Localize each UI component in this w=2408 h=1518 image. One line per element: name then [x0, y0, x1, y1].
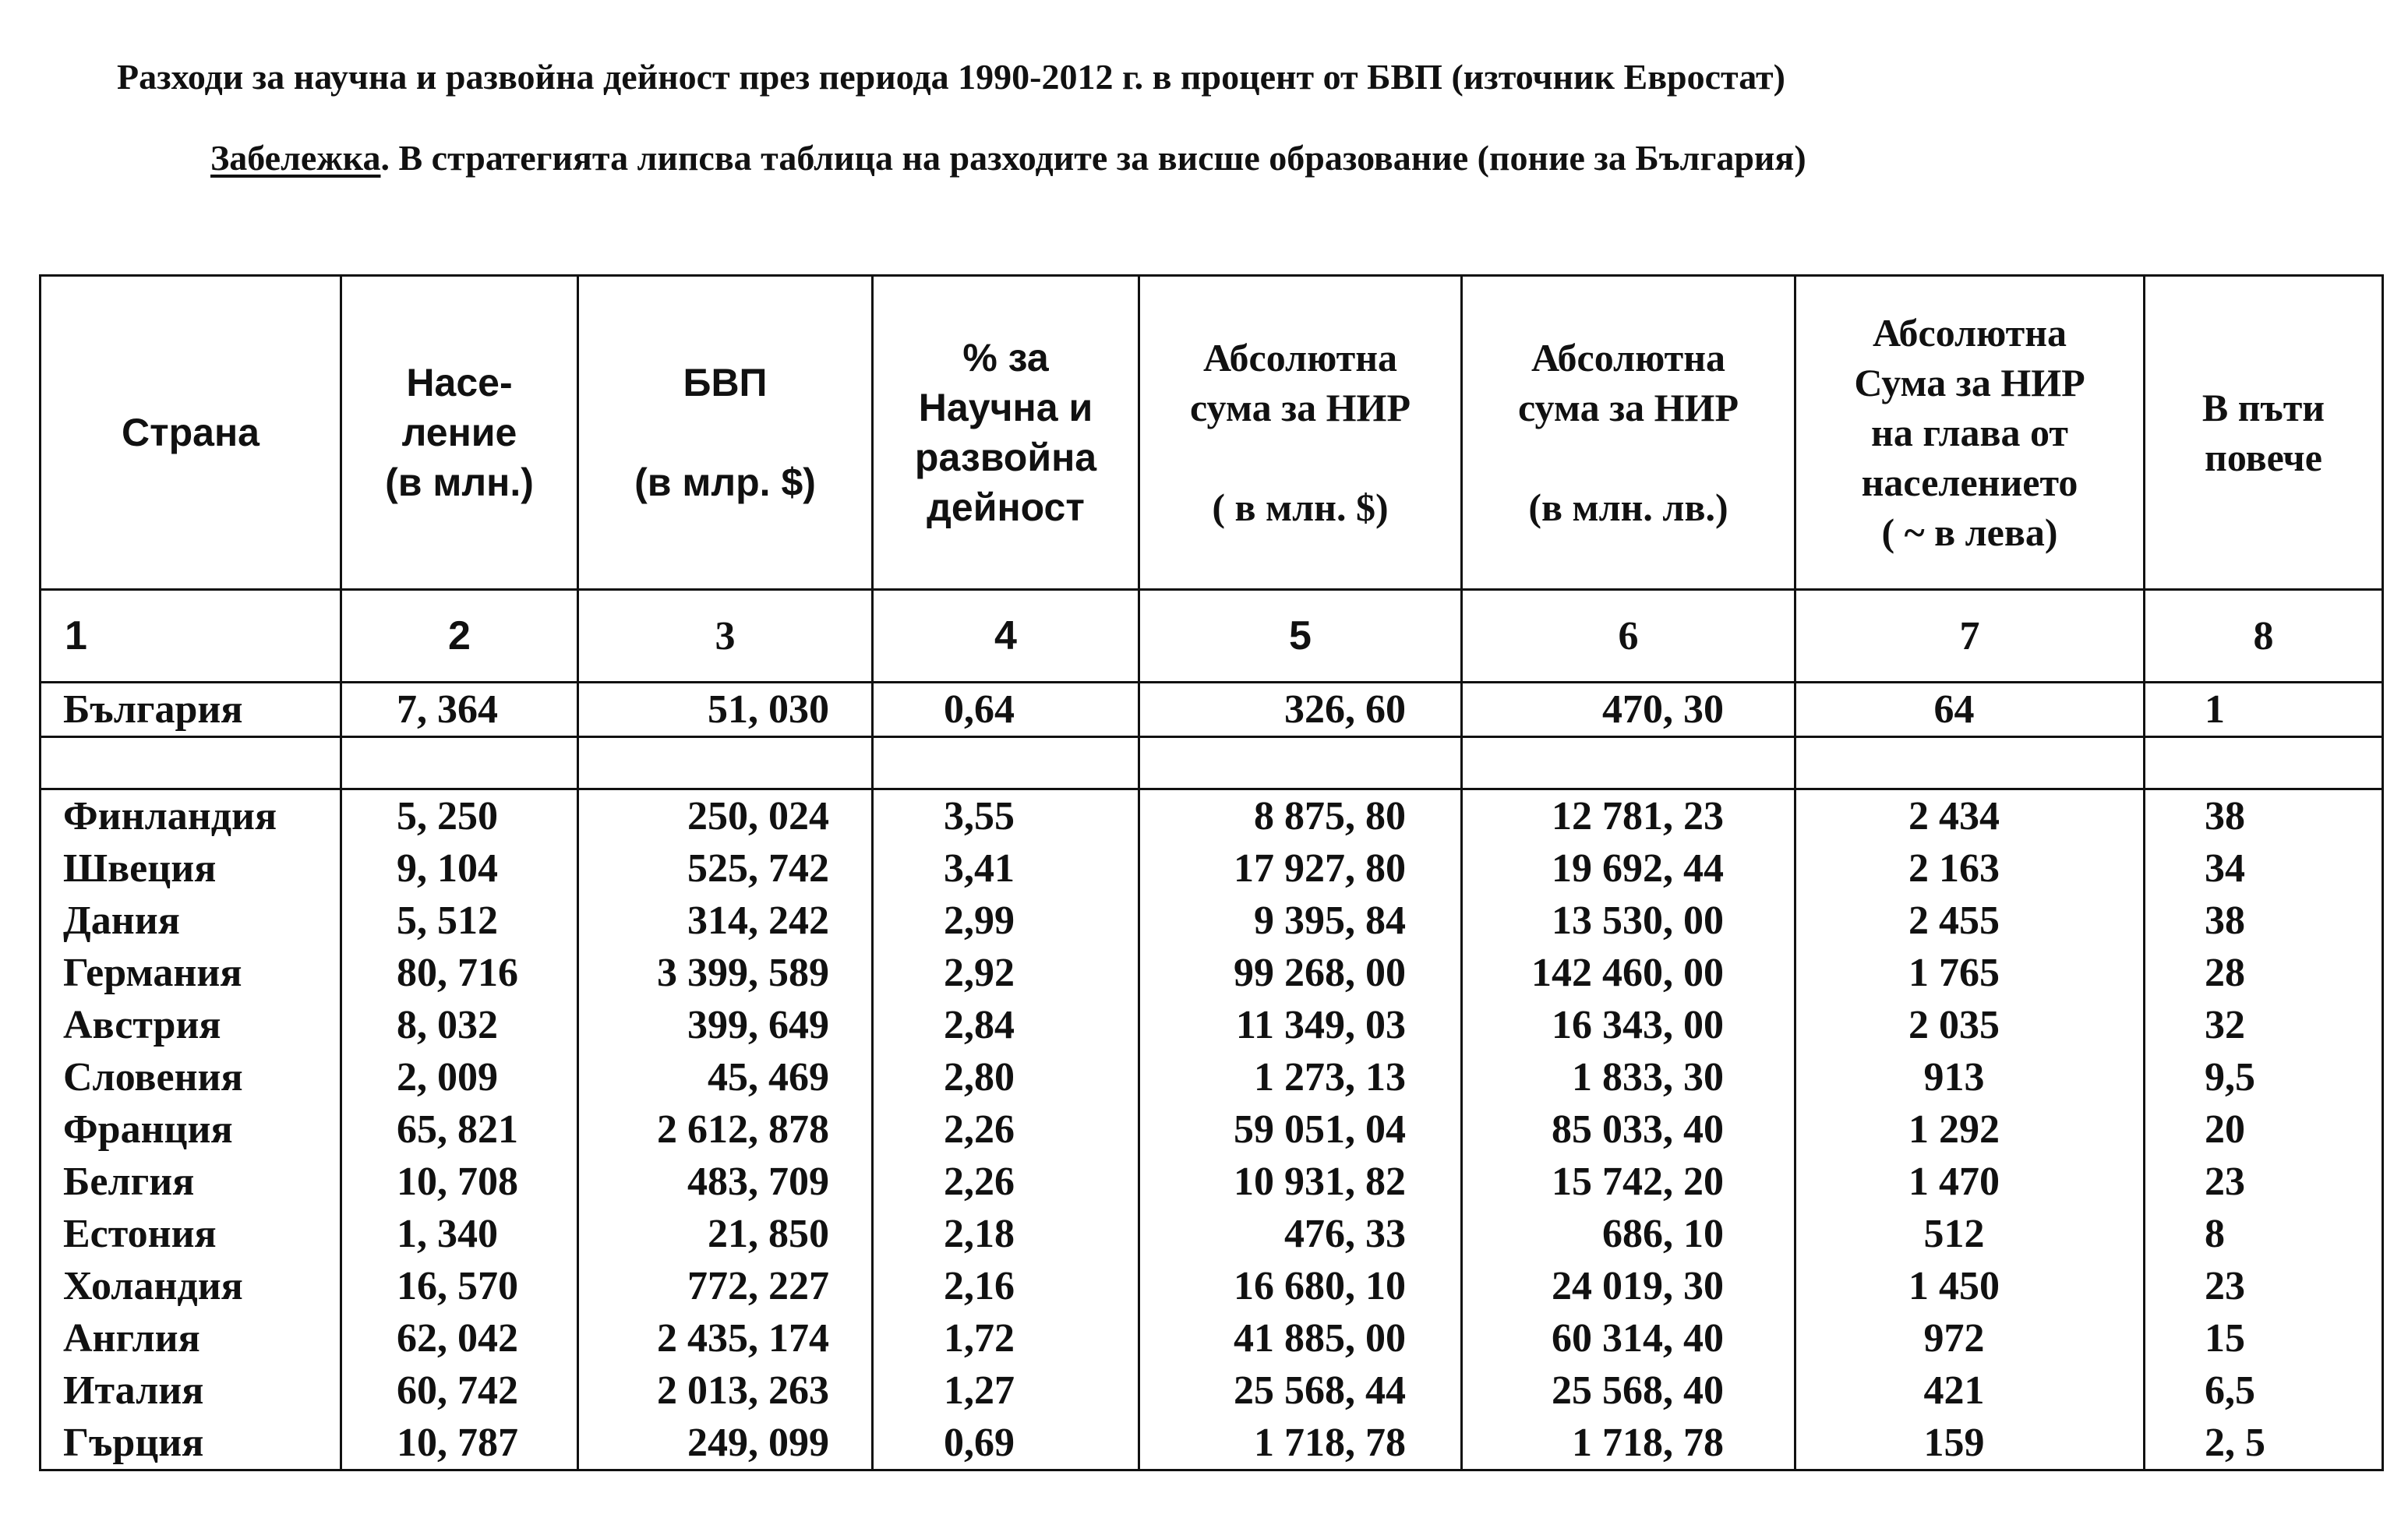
country-cell: Белгия — [41, 1156, 341, 1208]
country-cell: Австрия — [41, 999, 341, 1051]
empty-cell — [341, 737, 578, 789]
value-cell: 2,18 — [873, 1208, 1139, 1260]
country-cell: Швеция — [41, 842, 341, 895]
table-row — [41, 1051, 2383, 1103]
value-cell: 142 460, 00 — [1462, 947, 1795, 999]
empty-cell — [1462, 737, 1795, 789]
value-cell: 3,55 — [873, 789, 1139, 843]
value-cell: 972 — [1795, 1312, 2145, 1364]
value-cell: 913 — [1795, 1051, 2145, 1103]
value-cell: 1 450 — [1795, 1260, 2145, 1312]
value-cell: 512 — [1795, 1208, 2145, 1260]
value-cell: 62, 042 — [341, 1312, 578, 1364]
note-label: Забележка — [210, 138, 381, 178]
country-cell: България — [41, 683, 341, 737]
value-cell: 2,84 — [873, 999, 1139, 1051]
value-cell: 15 — [2145, 1312, 2383, 1364]
value-cell: 59 051, 04 — [1139, 1103, 1462, 1156]
value-cell: 16 343, 00 — [1462, 999, 1795, 1051]
value-cell: 483, 709 — [578, 1156, 873, 1208]
value-cell: 13 530, 00 — [1462, 895, 1795, 947]
value-cell: 772, 227 — [578, 1260, 873, 1312]
table-row — [41, 1312, 2383, 1364]
empty-cell — [2145, 737, 2383, 789]
column-header: % за Научна и развойна дейност — [873, 276, 1139, 590]
column-number: 8 — [2145, 590, 2383, 683]
value-cell: 525, 742 — [578, 842, 873, 895]
column-header: Страна — [41, 276, 341, 590]
value-cell: 25 568, 40 — [1462, 1364, 1795, 1417]
empty-cell — [1795, 737, 2145, 789]
value-cell: 1 833, 30 — [1462, 1051, 1795, 1103]
column-number: 3 — [578, 590, 873, 683]
value-cell: 2 013, 263 — [578, 1364, 873, 1417]
value-cell: 2 455 — [1795, 895, 2145, 947]
value-cell: 1 718, 78 — [1139, 1417, 1462, 1470]
country-cell: Финландия — [41, 789, 341, 843]
value-cell: 2 434 — [1795, 789, 2145, 843]
value-cell: 2, 009 — [341, 1051, 578, 1103]
column-header: Абсолютна сума за НИР ( в млн. $) — [1139, 276, 1462, 590]
value-cell: 2,16 — [873, 1260, 1139, 1312]
column-header: Насе- ление (в млн.) — [341, 276, 578, 590]
value-cell: 5, 250 — [341, 789, 578, 843]
value-cell: 7, 364 — [341, 683, 578, 737]
column-header: БВП (в млр. $) — [578, 276, 873, 590]
value-cell: 2,26 — [873, 1103, 1139, 1156]
value-cell: 2 612, 878 — [578, 1103, 873, 1156]
value-cell: 2,26 — [873, 1156, 1139, 1208]
value-cell: 2 035 — [1795, 999, 2145, 1051]
column-number: 7 — [1795, 590, 2145, 683]
value-cell: 2,80 — [873, 1051, 1139, 1103]
header-row — [41, 276, 2383, 590]
country-cell: Германия — [41, 947, 341, 999]
column-number: 4 — [873, 590, 1139, 683]
value-cell: 20 — [2145, 1103, 2383, 1156]
value-cell: 25 568, 44 — [1139, 1364, 1462, 1417]
country-cell: Словения — [41, 1051, 341, 1103]
column-number: 1 — [41, 590, 341, 683]
value-cell: 8, 032 — [341, 999, 578, 1051]
table-row — [41, 1417, 2383, 1470]
note-line — [210, 137, 1806, 178]
value-cell: 1 718, 78 — [1462, 1417, 1795, 1470]
value-cell: 0,69 — [873, 1417, 1139, 1470]
value-cell: 60 314, 40 — [1462, 1312, 1795, 1364]
country-cell: Гърция — [41, 1417, 341, 1470]
value-cell: 24 019, 30 — [1462, 1260, 1795, 1312]
value-cell: 1,27 — [873, 1364, 1139, 1417]
value-cell: 421 — [1795, 1364, 2145, 1417]
value-cell: 0,64 — [873, 683, 1139, 737]
value-cell: 3 399, 589 — [578, 947, 873, 999]
value-cell: 1 765 — [1795, 947, 2145, 999]
value-cell: 38 — [2145, 895, 2383, 947]
value-cell: 10, 787 — [341, 1417, 578, 1470]
value-cell: 10, 708 — [341, 1156, 578, 1208]
column-number: 6 — [1462, 590, 1795, 683]
table-row — [41, 789, 2383, 843]
value-cell: 2 435, 174 — [578, 1312, 873, 1364]
value-cell: 60, 742 — [341, 1364, 578, 1417]
value-cell: 80, 716 — [341, 947, 578, 999]
value-cell: 314, 242 — [578, 895, 873, 947]
value-cell: 23 — [2145, 1260, 2383, 1312]
table-row — [41, 1103, 2383, 1156]
value-cell: 399, 649 — [578, 999, 873, 1051]
value-cell: 21, 850 — [578, 1208, 873, 1260]
value-cell: 2,92 — [873, 947, 1139, 999]
value-cell: 1 — [2145, 683, 2383, 737]
table-body — [41, 683, 2383, 1470]
table-row — [41, 1364, 2383, 1417]
value-cell: 65, 821 — [341, 1103, 578, 1156]
value-cell: 8 — [2145, 1208, 2383, 1260]
column-number: 5 — [1139, 590, 1462, 683]
table-row — [41, 1208, 2383, 1260]
value-cell: 85 033, 40 — [1462, 1103, 1795, 1156]
value-cell: 8 875, 80 — [1139, 789, 1462, 843]
value-cell: 51, 030 — [578, 683, 873, 737]
value-cell: 17 927, 80 — [1139, 842, 1462, 895]
value-cell: 249, 099 — [578, 1417, 873, 1470]
value-cell: 1,72 — [873, 1312, 1139, 1364]
country-cell: Холандия — [41, 1260, 341, 1312]
value-cell: 19 692, 44 — [1462, 842, 1795, 895]
country-cell: Италия — [41, 1364, 341, 1417]
value-cell: 38 — [2145, 789, 2383, 843]
column-header: Абсолютна сума за НИР (в млн. лв.) — [1462, 276, 1795, 590]
country-cell: Естония — [41, 1208, 341, 1260]
column-header: Абсолютна Сума за НИР на глава от населението ( ~ в лева) — [1795, 276, 2145, 590]
value-cell: 3,41 — [873, 842, 1139, 895]
empty-cell — [1139, 737, 1462, 789]
table-row — [41, 895, 2383, 947]
value-cell: 9,5 — [2145, 1051, 2383, 1103]
value-cell: 1, 340 — [341, 1208, 578, 1260]
value-cell: 41 885, 00 — [1139, 1312, 1462, 1364]
value-cell: 1 273, 13 — [1139, 1051, 1462, 1103]
value-cell: 1 292 — [1795, 1103, 2145, 1156]
column-number-row — [41, 590, 2383, 683]
value-cell: 5, 512 — [341, 895, 578, 947]
value-cell: 34 — [2145, 842, 2383, 895]
value-cell: 2,99 — [873, 895, 1139, 947]
table-row — [41, 683, 2383, 737]
note-text: . В стратегията липсва таблица на разходите за висше образование (поние за България) — [380, 138, 1806, 178]
value-cell: 12 781, 23 — [1462, 789, 1795, 843]
value-cell: 2 163 — [1795, 842, 2145, 895]
country-cell: Англия — [41, 1312, 341, 1364]
value-cell: 11 349, 03 — [1139, 999, 1462, 1051]
value-cell: 470, 30 — [1462, 683, 1795, 737]
empty-cell — [873, 737, 1139, 789]
table-row — [41, 1260, 2383, 1312]
country-cell: Дания — [41, 895, 341, 947]
value-cell: 32 — [2145, 999, 2383, 1051]
value-cell: 10 931, 82 — [1139, 1156, 1462, 1208]
table-row — [41, 842, 2383, 895]
rd-spending-table — [39, 274, 2384, 1471]
value-cell: 6,5 — [2145, 1364, 2383, 1417]
value-cell: 99 268, 00 — [1139, 947, 1462, 999]
value-cell: 686, 10 — [1462, 1208, 1795, 1260]
value-cell: 64 — [1795, 683, 2145, 737]
country-cell: Франция — [41, 1103, 341, 1156]
value-cell: 250, 024 — [578, 789, 873, 843]
table-row — [41, 1156, 2383, 1208]
value-cell: 28 — [2145, 947, 2383, 999]
column-number: 2 — [341, 590, 578, 683]
value-cell: 476, 33 — [1139, 1208, 1462, 1260]
column-header: В пъти повече — [2145, 276, 2383, 590]
value-cell: 45, 469 — [578, 1051, 873, 1103]
document-title: Разходи за научна и развойна дейност през периода 1990-2012 г. в процент от БВП (източник Евростат) — [117, 57, 1785, 97]
table-row — [41, 947, 2383, 999]
value-cell: 16, 570 — [341, 1260, 578, 1312]
value-cell: 159 — [1795, 1417, 2145, 1470]
value-cell: 326, 60 — [1139, 683, 1462, 737]
spacer-row — [41, 737, 2383, 789]
value-cell: 2, 5 — [2145, 1417, 2383, 1470]
value-cell: 23 — [2145, 1156, 2383, 1208]
value-cell: 15 742, 20 — [1462, 1156, 1795, 1208]
value-cell: 16 680, 10 — [1139, 1260, 1462, 1312]
empty-cell — [578, 737, 873, 789]
value-cell: 9, 104 — [341, 842, 578, 895]
value-cell: 1 470 — [1795, 1156, 2145, 1208]
value-cell: 9 395, 84 — [1139, 895, 1462, 947]
table-row — [41, 999, 2383, 1051]
empty-cell — [41, 737, 341, 789]
